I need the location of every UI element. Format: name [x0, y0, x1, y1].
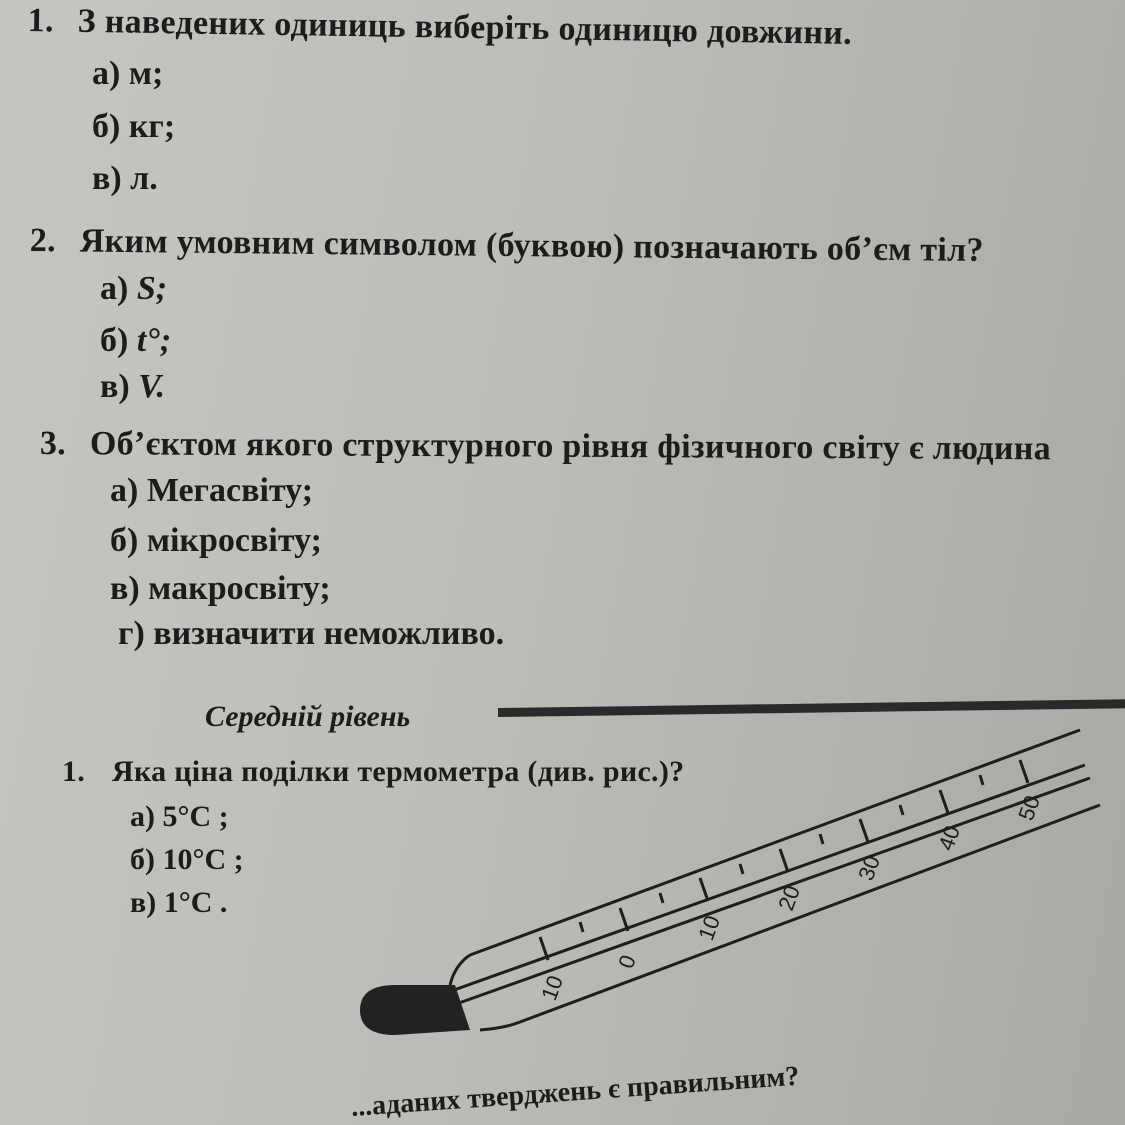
scale-label: 40 — [933, 822, 966, 854]
question-number: 2. — [29, 222, 57, 260]
option-letter: в) — [100, 368, 130, 405]
question-text: Об’єктом якого структурного рівня фізичного світу є людина — [89, 425, 1052, 468]
question-number: 3. — [39, 425, 67, 463]
question-text: Яка ціна поділки термометра (див. рис.)? — [112, 755, 685, 788]
scale-label: 30 — [853, 852, 886, 884]
option: б) 10°C ; — [130, 843, 244, 876]
option: г) визначити неможливо. — [118, 615, 505, 652]
thermometer-bulb — [360, 985, 470, 1035]
option: б) кг; — [92, 108, 176, 145]
option-value: V. — [138, 368, 165, 405]
option-letter: а) — [100, 270, 129, 307]
scale-label: 50 — [1013, 792, 1046, 824]
cut-off-question: ...аданих тверджень є правильним? — [350, 1060, 801, 1123]
scale-label: 0 — [613, 951, 641, 972]
section-title: Середній рівень — [205, 700, 411, 733]
question-number: 1. — [27, 2, 55, 40]
question-text: Яким умовним символом (буквою) позначають об’єм тіл? — [79, 222, 984, 269]
option: а) м; — [92, 55, 164, 92]
option: а) 5°C ; — [130, 800, 229, 833]
scale-label: 20 — [773, 882, 806, 914]
option: в) макросвіту; — [110, 570, 331, 607]
scale-label: 10 — [693, 912, 726, 944]
option: б) мікросвіту; — [110, 522, 322, 559]
option-value: S; — [136, 270, 168, 307]
option: в) л. — [92, 160, 158, 197]
question-number: 1. — [62, 755, 86, 788]
option: а) Мегасвіту; — [110, 472, 314, 509]
option-letter: б) — [100, 322, 129, 359]
scale-label: 10 — [536, 972, 569, 1004]
option-value: t°; — [136, 322, 172, 359]
question-text: З наведених одиниць виберіть одиницю довжини. — [77, 2, 853, 52]
option: в) 1°C . — [130, 886, 228, 919]
